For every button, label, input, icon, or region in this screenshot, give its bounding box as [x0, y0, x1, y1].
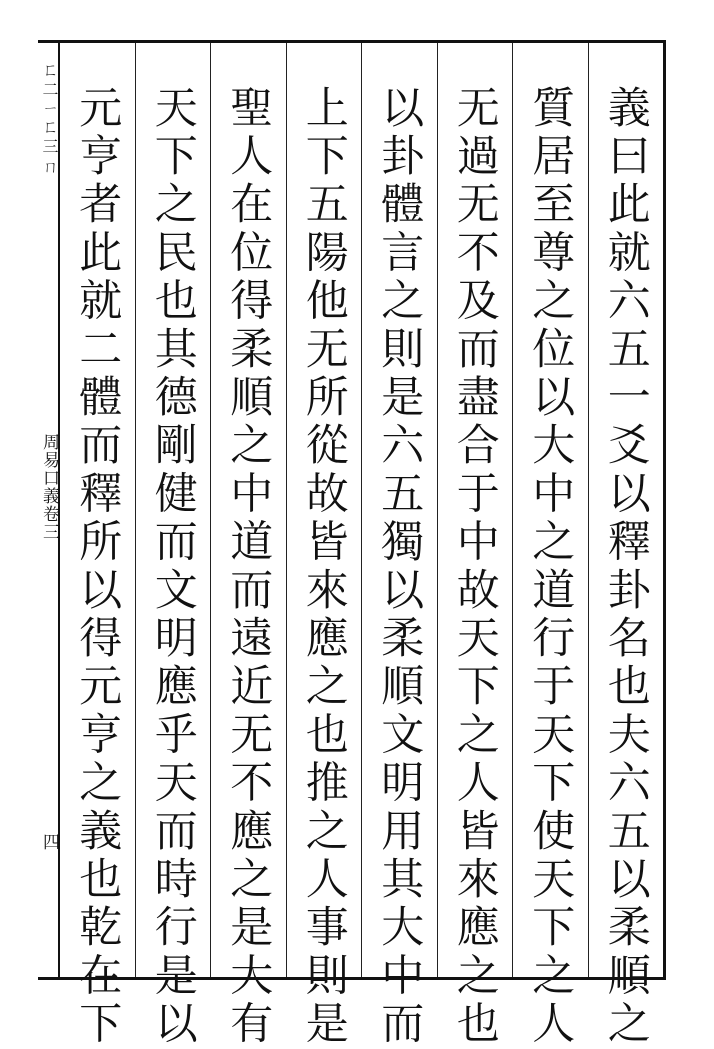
column-text: 无過无不及而盡合于中故天下之人皆來應之也: [449, 85, 500, 1049]
column-text: 以卦體言之則是六五獨以柔順文明用其大中而: [374, 85, 425, 1049]
column-text: 義曰此就六五一爻以釋卦名也夫六五以柔順之: [600, 85, 651, 1049]
text-column: [588, 43, 664, 1049]
margin-strip: [38, 43, 60, 977]
column-text: 上下五陽他无所從故皆來應之也推之人事則是: [298, 85, 349, 1049]
text-column: [437, 43, 513, 1049]
column-text: 元亨者此就二體而釋所以得元亨之義也乾在下: [72, 85, 123, 1049]
column-text: 質居至尊之位以大中之道行于天下使天下之人: [525, 85, 576, 1049]
text-column: [512, 43, 588, 1049]
text-column: [60, 43, 135, 1049]
text-column: [135, 43, 211, 1049]
page-frame: [38, 40, 666, 1049]
text-column: [210, 43, 286, 1049]
text-columns: [60, 43, 663, 1049]
text-column: [361, 43, 437, 1049]
column-text: 天下之民也其德剛健而文明應乎天而時行是以: [147, 85, 198, 1049]
margin-top-glyphs: ㄈ二ㄧㄈ三ㄇ: [40, 61, 59, 178]
text-column: [286, 43, 362, 1049]
book-title: 周易口義卷三: [39, 433, 59, 541]
page-number: 四: [39, 833, 59, 850]
column-text: 聖人在位得柔順之中道而遠近无不應之是大有: [223, 85, 274, 1049]
